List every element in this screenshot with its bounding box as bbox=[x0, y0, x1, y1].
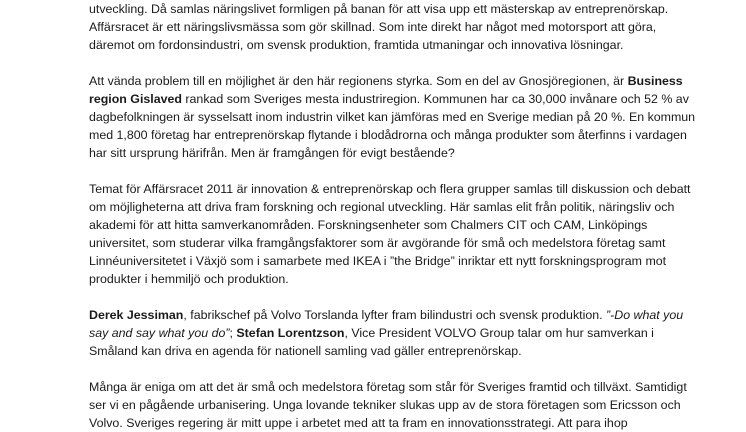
text-line: produkter i hemmiljö och produktion. bbox=[89, 272, 289, 286]
text-line: Affärsracet är ett näringslivsmässa som gör skillnad. Som inte direkt har något med motorsport att göra, bbox=[89, 20, 657, 34]
text-line: ser vi en pågående urbanisering. Unga lovande tekniker slukas upp av de stora företagen som Ericsson och bbox=[89, 398, 681, 412]
text-line: dagbefolkningen är sysselsatt inom industrin vilket kan jämföras med en Sverige median på 20 %. En kommun bbox=[89, 110, 696, 124]
paragraph-intro bbox=[89, 0, 669, 54]
text-line: say and say what you do”; Stefan Lorentzson, Vice President VOLVO Group talar om hur samverkan i bbox=[89, 326, 654, 340]
text-line: Temat för Affärsracet 2011 är innovation & entreprenörskap och flera grupper samlas till diskussion och debatt bbox=[89, 182, 691, 196]
text-line: utveckling. Då samlas näringslivet formligen på banan för att visa upp ett mästerskap av entreprenörskap. bbox=[89, 2, 669, 16]
quote-text: say and say what you do” bbox=[89, 326, 230, 340]
paragraph-theme bbox=[89, 180, 691, 288]
text-line: om möjligheterna att driva fram forskning och regional utveckling. Här samlas elit från politik, näringsliv och bbox=[89, 200, 675, 214]
text-line: med 1,800 företag har entreprenörskap flytande i blodådrorna och många produkter som återfinns i vardagen bbox=[89, 128, 687, 142]
text-line: Småland kan driva en agenda för nationell samling vad gäller entreprenörskap. bbox=[89, 344, 522, 358]
text-line: Linnéuniversitetet i Växjö som i samarbete med IKEA i ”the Bridge” inriktar ett nytt forskningsprogram mot bbox=[89, 254, 667, 268]
paragraph-speakers bbox=[89, 306, 684, 360]
bold-text: region Gislaved bbox=[89, 92, 182, 106]
text-line: universitet, som studerar vilka framgångsfaktorer som är avgörande för små och medelstora företag samt bbox=[89, 236, 666, 250]
text-line: region Gislaved rankad som Sveriges mesta industriregion. Kommunen har ca 30,000 invånare och 52 % av bbox=[89, 92, 689, 106]
bold-text: Business bbox=[627, 74, 683, 88]
bold-text: Derek Jessiman bbox=[89, 308, 184, 322]
text-line: Derek Jessiman, fabrikschef på Volvo Torslanda lyfter fram bilindustri och svensk produktion. ”-Do what you bbox=[89, 308, 684, 322]
text-line: Att vända problem till en möjlighet är den här regionens styrka. Som en del av Gnosjöregionen, är Business bbox=[89, 74, 683, 88]
text-line: akademi för att hitta samverkanområden. Forskningsenheter som Chalmers CIT och CAM, Linköpings bbox=[89, 218, 648, 232]
paragraph-region bbox=[89, 72, 696, 162]
text-line: Volvo. Sveriges regering är mitt uppe i arbetet med att ta fram en innovationsstrategi. Att para ihop bbox=[89, 416, 628, 430]
text-line: däremot om fordonsindustri, om svensk produktion, framtida utmaningar och innovativa lösningar. bbox=[89, 38, 624, 52]
quote-text: ”-Do what you bbox=[606, 308, 684, 322]
bold-text: Stefan Lorentzson bbox=[236, 326, 345, 340]
text-line: Många är eniga om att det är små och medelstora företag som står för Sveriges framtid och tillväxt. Samtidigt bbox=[89, 380, 687, 394]
text-line: har sitt ursprung härifrån. Men är framgången för evigt bestående? bbox=[89, 146, 455, 160]
paragraph-growth bbox=[89, 378, 687, 432]
